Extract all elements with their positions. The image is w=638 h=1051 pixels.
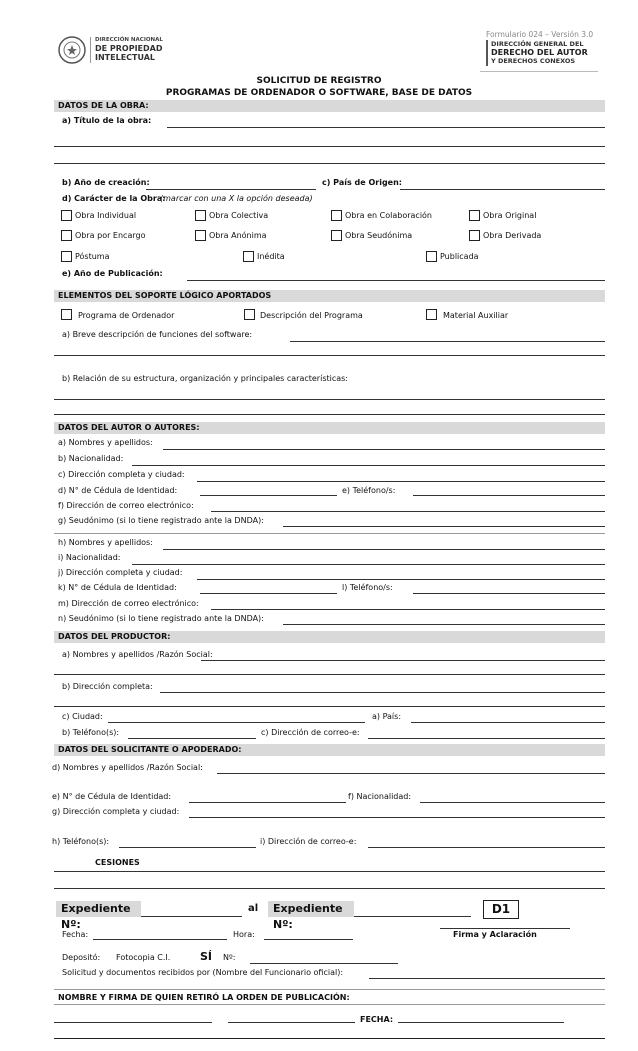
- section-autores-header: DATOS DEL AUTOR O AUTORES:: [54, 422, 605, 434]
- breve-descripcion-label: a) Breve descripción de funciones del software:: [62, 330, 253, 339]
- checkbox-material[interactable]: [426, 309, 437, 320]
- autor2-direccion-input[interactable]: [197, 579, 605, 580]
- checkbox-obra-derivada[interactable]: [469, 230, 480, 241]
- caracter-hint: (marcar con una X la opción deseada): [160, 194, 313, 203]
- productor-direccion-input[interactable]: [160, 692, 605, 693]
- recibidos-label: Solicitud y documentos recibidos por (Nombre del Funcionario oficial):: [62, 968, 344, 977]
- autor-seudonimo-label: g) Seudónimo (si lo tiene registrado ante la DNDA):: [58, 516, 264, 525]
- pais-origen-input[interactable]: [400, 189, 605, 190]
- autor-correo-input[interactable]: [211, 511, 605, 512]
- autor-direccion-label: c) Dirección completa y ciudad:: [58, 470, 185, 479]
- hora-input[interactable]: [264, 939, 353, 940]
- numero-label: Nº:: [223, 953, 236, 962]
- anio-creacion-label: b) Año de creación:: [62, 178, 150, 187]
- autor2-cedula-input[interactable]: [200, 593, 337, 594]
- estructura-input-2[interactable]: [54, 414, 605, 415]
- retiro-nombre-input[interactable]: [54, 1022, 212, 1023]
- section-obra-header: DATOS DE LA OBRA:: [54, 100, 605, 112]
- autor-cedula-input[interactable]: [200, 495, 337, 496]
- solicitante-correo-label: i) Dirección de correo-e:: [260, 837, 357, 846]
- logo-right-line1: DIRECCIÓN GENERAL DEL: [491, 40, 584, 48]
- hora-label: Hora:: [233, 930, 255, 939]
- autor2-nombres-label: h) Nombres y apellidos:: [58, 538, 153, 547]
- opt-publicada-label: Publicada: [440, 252, 479, 261]
- titulo-input-2[interactable]: [54, 146, 605, 147]
- dnpi-logo: [57, 35, 172, 65]
- section-soporte-header: ELEMENTOS DEL SOPORTE LÓGICO APORTADOS: [54, 290, 605, 302]
- fecha-label: Fecha:: [62, 930, 89, 939]
- opt-derivada-label: Obra Derivada: [483, 231, 542, 240]
- si-label: SÍ: [200, 950, 213, 963]
- title-line2: PROGRAMAS DE ORDENADOR O SOFTWARE, BASE DE DATOS: [165, 88, 473, 98]
- autor2-nacionalidad-input[interactable]: [132, 564, 605, 565]
- solicitante-nombre-input[interactable]: [217, 773, 605, 774]
- cesiones-input-2[interactable]: [54, 888, 605, 889]
- autor-seudonimo-input[interactable]: [283, 526, 605, 527]
- autor2-direccion-label: j) Dirección completa y ciudad:: [58, 568, 183, 577]
- solicitante-direccion-label: g) Dirección completa y ciudad:: [52, 807, 180, 816]
- logo-line3: INTELECTUAL: [95, 53, 156, 62]
- checkbox-obra-anonima[interactable]: [195, 230, 206, 241]
- solicitante-nacionalidad-input[interactable]: [420, 802, 605, 803]
- productor-correo-label: c) Dirección de correo-e:: [261, 728, 360, 737]
- fecha-input[interactable]: [93, 939, 227, 940]
- retiro-fecha-label: FECHA:: [360, 1015, 394, 1024]
- expediente-input-1[interactable]: [141, 916, 242, 917]
- anio-publicacion-label: e) Año de Publicación:: [62, 269, 163, 278]
- section-solicitante-header: DATOS DEL SOLICITANTE O APODERADO:: [54, 744, 605, 756]
- checkbox-obra-seudonima[interactable]: [331, 230, 342, 241]
- checkbox-publicada[interactable]: [426, 251, 437, 262]
- opt-colaboracion-label: Obra en Colaboración: [345, 211, 432, 220]
- cesiones-label: CESIONES: [95, 858, 140, 867]
- estructura-input[interactable]: [54, 399, 605, 400]
- deposito-label: Depositó:: [62, 953, 101, 962]
- seal-icon: [57, 35, 87, 65]
- logo-line1: DIRECCIÓN NACIONAL: [95, 37, 163, 43]
- autor2-nacionalidad-label: i) Nacionalidad:: [58, 553, 121, 562]
- checkbox-descripcion[interactable]: [244, 309, 255, 320]
- autor-nacionalidad-label: b) Nacionalidad:: [58, 454, 124, 463]
- autor-cedula-label: d) N° de Cédula de Identidad:: [58, 486, 178, 495]
- productor-correo-input[interactable]: [368, 738, 605, 739]
- autor2-nombres-input[interactable]: [163, 549, 605, 550]
- solicitante-nacionalidad-label: f) Nacionalidad:: [348, 792, 412, 801]
- solicitante-direccion-input[interactable]: [189, 817, 605, 818]
- productor-nombre-input[interactable]: [201, 660, 605, 661]
- form-version: Formulario 024 – Versión 3.0: [486, 30, 594, 39]
- autor-nacionalidad-input[interactable]: [132, 465, 605, 466]
- titulo-label: a) Título de la obra:: [62, 116, 152, 125]
- autor2-correo-input[interactable]: [211, 609, 605, 610]
- productor-pais-input[interactable]: [411, 722, 605, 723]
- autor2-seudonimo-input[interactable]: [283, 624, 605, 625]
- productor-telefono-label: b) Teléfono(s):: [62, 728, 120, 737]
- productor-direccion-input-2[interactable]: [54, 706, 605, 707]
- titulo-input[interactable]: [167, 127, 605, 128]
- expediente-input-2[interactable]: [354, 916, 471, 917]
- autor-correo-label: f) Dirección de correo electrónico:: [58, 501, 194, 510]
- autor-telefono-label: e) Teléfono/s:: [342, 486, 396, 495]
- solicitante-cedula-input[interactable]: [189, 802, 346, 803]
- checkbox-obra-colaboracion[interactable]: [331, 210, 342, 221]
- estructura-label: b) Relación de su estructura, organización y principales características:: [62, 374, 349, 383]
- section-productor-header: DATOS DEL PRODUCTOR:: [54, 631, 605, 643]
- titulo-input-3[interactable]: [54, 163, 605, 164]
- numero-input[interactable]: [250, 963, 398, 964]
- checkbox-programa[interactable]: [61, 309, 72, 320]
- anio-publicacion-input[interactable]: [187, 280, 605, 281]
- title-line1: SOLICITUD DE REGISTRO: [256, 76, 382, 86]
- opt-inedita-label: Inédita: [257, 252, 285, 261]
- solicitante-telefono-input[interactable]: [119, 847, 256, 848]
- autor-telefono-input[interactable]: [413, 495, 605, 496]
- productor-ciudad-input[interactable]: [108, 722, 365, 723]
- autor-nombres-input[interactable]: [163, 449, 605, 450]
- solicitante-telefono-label: h) Teléfono(s):: [52, 837, 110, 846]
- solicitante-nombre-label: d) Nombres y apellidos /Razón Social:: [52, 763, 203, 772]
- autor2-telefono-input[interactable]: [413, 593, 605, 594]
- logo-right-line2: DERECHO DEL AUTOR: [491, 48, 588, 57]
- checkbox-obra-individual[interactable]: [61, 210, 72, 221]
- breve-descripcion-input[interactable]: [290, 341, 605, 342]
- recibidos-input[interactable]: [369, 978, 605, 979]
- productor-ciudad-label: c) Ciudad:: [62, 712, 103, 721]
- productor-direccion-label: b) Dirección completa:: [62, 682, 153, 691]
- logo-right-line3: Y DERECHOS CONEXOS: [491, 57, 576, 65]
- autor2-telefono-label: l) Teléfono/s:: [342, 583, 393, 592]
- checkbox-postuma[interactable]: [61, 251, 72, 262]
- checkbox-inedita[interactable]: [243, 251, 254, 262]
- autor2-seudonimo-label: n) Seudónimo (si lo tiene registrado ante la DNDA):: [58, 614, 264, 623]
- checkbox-obra-encargo[interactable]: [61, 230, 72, 241]
- anio-creacion-input[interactable]: [146, 189, 316, 190]
- opt-programa-label: Programa de Ordenador: [78, 311, 175, 320]
- productor-pais-label: a) País:: [372, 712, 402, 721]
- autor-nombres-label: a) Nombres y apellidos:: [58, 438, 153, 447]
- expediente-al: al: [248, 903, 259, 914]
- opt-seudonima-label: Obra Seudónima: [345, 231, 413, 240]
- caracter-label: d) Carácter de la Obra:: [62, 194, 166, 203]
- autor2-cedula-label: k) N° de Cédula de Identidad:: [58, 583, 177, 592]
- checkbox-obra-original[interactable]: [469, 210, 480, 221]
- opt-individual-label: Obra Individual: [75, 211, 137, 220]
- solicitante-correo-input[interactable]: [368, 847, 605, 848]
- autor2-correo-label: m) Dirección de correo electrónico:: [58, 599, 199, 608]
- fotocopia-label: Fotocopia C.I.: [116, 953, 171, 962]
- expediente-label-1: Expediente Nº:: [56, 901, 141, 917]
- opt-descripcion-label: Descripción del Programa: [260, 311, 363, 320]
- opt-original-label: Obra Original: [483, 211, 537, 220]
- expediente-label-2: Expediente Nº:: [268, 901, 354, 917]
- productor-telefono-input[interactable]: [128, 738, 256, 739]
- opt-encargo-label: Obra por Encargo: [75, 231, 146, 240]
- expediente-code: D1: [483, 900, 519, 919]
- dgda-logo: [486, 40, 596, 70]
- pais-origen-label: c) País de Origen:: [322, 178, 402, 187]
- opt-material-label: Material Auxiliar: [443, 311, 509, 320]
- opt-postuma-label: Póstuma: [75, 252, 110, 261]
- breve-descripcion-input-2[interactable]: [54, 355, 605, 356]
- firma-input[interactable]: [440, 928, 570, 929]
- cesiones-input[interactable]: [54, 871, 605, 872]
- opt-anonima-label: Obra Anónima: [209, 231, 267, 240]
- firma-label: Firma y Aclaración: [453, 930, 537, 939]
- retiro-firma-input[interactable]: [228, 1022, 355, 1023]
- productor-nombre-label: a) Nombres y apellidos /Razón Social:: [62, 650, 213, 659]
- retiro-fecha-input[interactable]: [398, 1022, 564, 1023]
- opt-colectiva-label: Obra Colectiva: [209, 211, 269, 220]
- productor-nombre-input-2[interactable]: [54, 674, 605, 675]
- solicitante-cedula-label: e) N° de Cédula de Identidad:: [52, 792, 172, 801]
- checkbox-obra-colectiva[interactable]: [195, 210, 206, 221]
- retiro-label: NOMBRE Y FIRMA DE QUIEN RETIRÓ LA ORDEN DE PUBLICACIÓN:: [58, 993, 350, 1002]
- autor-direccion-input[interactable]: [197, 481, 605, 482]
- logo-line2: DE PROPIEDAD: [95, 44, 163, 53]
